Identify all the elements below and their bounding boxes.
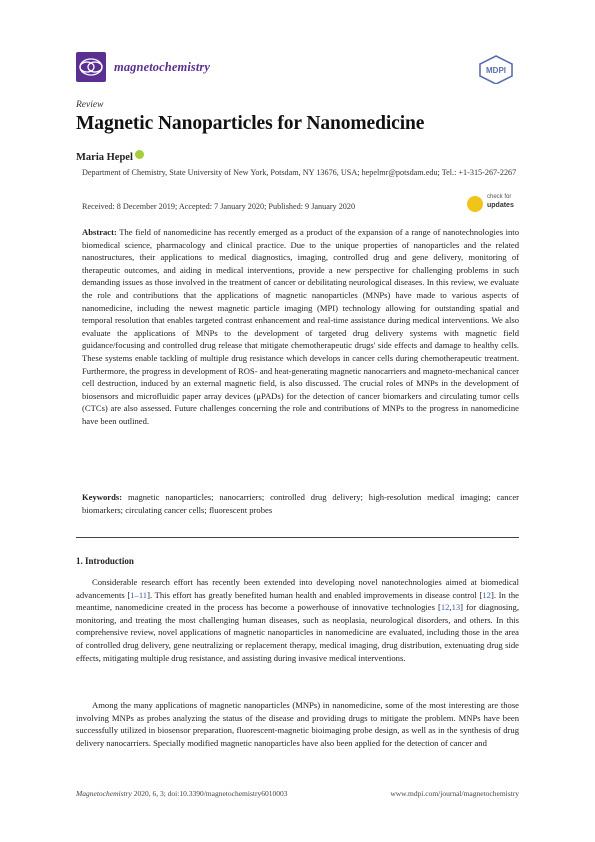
check-updates-line1: check for xyxy=(487,194,512,200)
mdpi-logo xyxy=(476,54,516,84)
section-heading: 1. Introduction xyxy=(76,556,134,566)
author-name-text: Maria Hepel xyxy=(76,152,133,163)
author-name xyxy=(76,150,144,163)
check-updates-line2: updates xyxy=(487,202,514,209)
affiliation: Department of Chemistry, State University of New York, Potsdam, NY 13676, USA; hepelmr@potsdam.edu; Tel.: +1-315-267-2267 xyxy=(82,168,517,177)
intro-paragraph-1 xyxy=(76,576,519,664)
footer-citation-text: 2020, 6, 3; doi:10.3390/magnetochemistry6010003 xyxy=(133,789,288,798)
mdpi-logo-text: MDPI xyxy=(486,66,506,75)
citation-link[interactable]: 12 xyxy=(482,589,491,600)
footer-citation xyxy=(76,789,287,798)
check-for-updates-badge[interactable] xyxy=(467,194,523,216)
keywords-label: Keywords: xyxy=(82,492,123,502)
citation-link[interactable]: 12 xyxy=(440,602,450,613)
keywords-text: magnetic nanoparticles; nanocarriers; controlled drug delivery; high-resolution medical imaging; cancer biomarkers; circulating cancer cells; fluorescent probes xyxy=(82,492,519,515)
check-updates-icon xyxy=(467,196,483,212)
p1-text-d: ] for diagnosing, monitoring, and treating the most challenging human diseases, such as neoplasia, neurological disorders, and others. In this comprehensive review, novel applications of magnetic nanoparticles in nanomedicine are evaluated, including those in the area of controlled drug delivery, gene neutralizing or replacement therapy, medical imaging, drug distribution, extenuating drug side effects, mitigating multiple drug resistance, and assisting during invasive medical interventions. xyxy=(76,602,520,663)
page-title: Magnetic Nanoparticles for Nanomedicine xyxy=(76,113,425,134)
footer-journal: Magnetochemistry xyxy=(76,789,132,798)
orcid-icon[interactable] xyxy=(135,150,144,159)
abstract xyxy=(82,226,519,428)
p1-text-c: ]. In the meantime, nanomedicine created in the process has become a powerhouse of innovative technologies [ xyxy=(76,589,519,613)
article-type: Review xyxy=(76,100,104,110)
keywords xyxy=(82,491,519,516)
intro-paragraph-2: Among the many applications of magnetic nanoparticles (MNPs) in nanomedicine, some of the most interesting are those involving MNPs as probes analyzing the status of the disease and providing drugs to mitigate the problem. MNPs have been successfully utilized in biosensor preparation, fluorescent-magnetic bioimaging probe design, as well as in the synthesis of drug delivery nanocarriers. Specially modified magnetic nanoparticles have also been applied for the detection of cancer and xyxy=(76,700,519,748)
section-divider xyxy=(76,537,519,538)
journal-name: magnetochemistry xyxy=(114,60,211,74)
footer-url[interactable]: www.mdpi.com/journal/magnetochemistry xyxy=(390,789,519,798)
p1-text-a: Considerable research effort has recently been extended into developing novel nanotechnologies aimed at biomedical advancements [ xyxy=(76,577,519,600)
journal-logo xyxy=(76,52,106,82)
citation-link[interactable]: 13 xyxy=(451,602,461,613)
p1-text-sep: , xyxy=(449,602,452,613)
publication-dates: Received: 8 December 2019; Accepted: 7 January 2020; Published: 9 January 2020 xyxy=(82,202,356,211)
p1-text-b: ]. This effort has greatly benefited human health and enabled improvements in disease control [ xyxy=(147,589,483,600)
magnet-logo-icon xyxy=(76,52,106,82)
abstract-label: Abstract: xyxy=(82,227,117,237)
abstract-text: The field of nanomedicine has recently emerged as a product of the expansion of a range of nanotechnologies into biomedical science, pharmacology and clinical practice. Due to the unique properties of nanoparticles and the related nanostructures, their applications to medical diagnostics, imaging, controlled drug and gene delivery, monitoring of therapeutic outcomes, and aiding in medical interventions, provide a new perspective for challenging problems in such demanding issues as those involved in the treatment of cancer or debilitating neurological diseases. In this review, we evaluate the role and contributions that the applications of magnetic nanoparticles (MNPs) have made to various aspects of nanomedicine, including the newest magnetic particle imaging (MPI) technology allowing for outstanding spatial and temporal resolution that enables targeted contrast enhancement and real-time assistance during medical interventions. We also evaluate the applications of MNPs to the development of targeted drug delivery systems with magnetic field guidance/focusing and controlled drug release that mitigate chemotherapeutic drugs' side effects and damage to healthy cells. These systems enable tackling of multiple drug resistance which develops in cancer cells during chemotherapeutic treatment. Furthermore, the progress in development of ROS- and heat-generating magnetic nanocarriers and magneto-mechanical cancer cell destruction, induced by an external magnetic field, is also discussed. The crucial roles of MNPs in the development of biosensors and microfluidic paper array devices (μPADs) for the detection of cancer biomarkers and circulating tumor cells (CTCs) are also assessed. Future challenges concerning the role and contributions of MNPs to the progress in nanomedicine have been outlined. xyxy=(82,227,519,426)
citation-link[interactable]: 1–11 xyxy=(130,589,148,600)
mdpi-hexagon-icon xyxy=(476,54,516,84)
